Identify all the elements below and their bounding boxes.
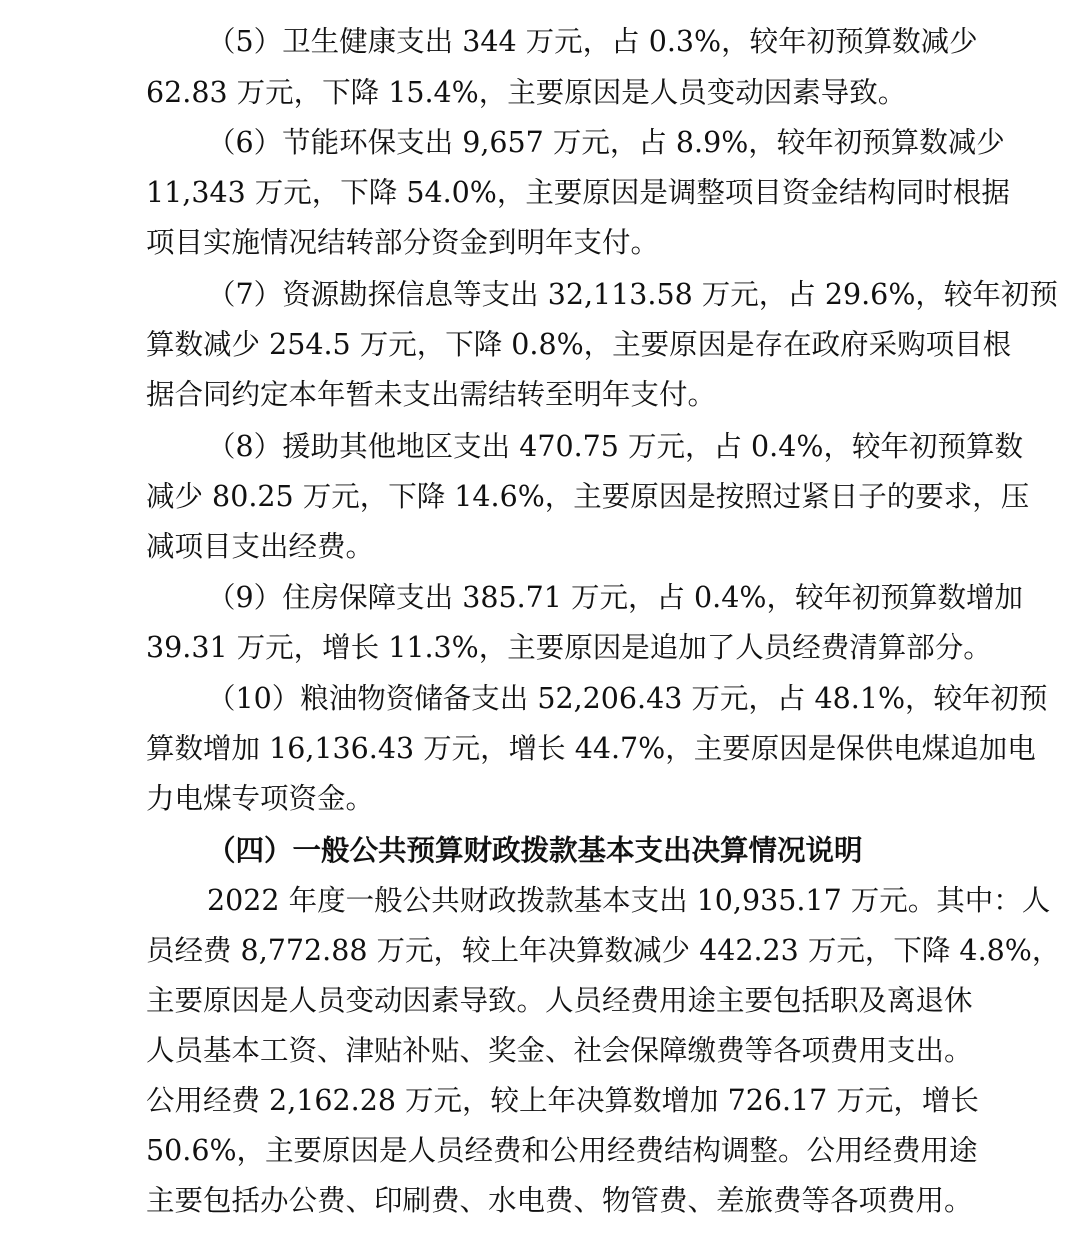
paragraph-line: 算数减少 254.5 万元，下降 0.8%，主要原因是存在政府采购项目根	[146, 328, 1012, 361]
paragraph-line: （7）资源勘探信息等支出 32,113.58 万元，占 29.6%，较年初预	[207, 278, 1058, 311]
section-heading: （四）一般公共预算财政拨款基本支出决算情况说明	[207, 833, 863, 867]
paragraph-line: 减少 80.25 万元，下降 14.6%，主要原因是按照过紧日子的要求，压	[146, 480, 1030, 513]
paragraph-line: 11,343 万元，下降 54.0%，主要原因是调整项目资金结构同时根据	[146, 176, 1010, 209]
paragraph-line: 算数增加 16,136.43 万元，增长 44.7%，主要原因是保供电煤追加电	[146, 732, 1036, 765]
paragraph-line: 力电煤专项资金。	[146, 782, 375, 815]
paragraph-line: （9）住房保障支出 385.71 万元，占 0.4%，较年初预算数增加	[207, 581, 1023, 614]
paragraph-line: 公用经费 2,162.28 万元，较上年决算数增加 726.17 万元，增长	[146, 1084, 979, 1117]
paragraph-line: （10）粮油物资储备支出 52,206.43 万元，占 48.1%，较年初预	[207, 682, 1048, 715]
paragraph-line: 62.83 万元，下降 15.4%，主要原因是人员变动因素导致。	[146, 76, 907, 109]
paragraph-line: 减项目支出经费。	[146, 530, 375, 563]
paragraph-line: （5）卫生健康支出 344 万元，占 0.3%，较年初预算数减少	[207, 25, 978, 58]
paragraph-line: 人员基本工资、津贴补贴、奖金、社会保障缴费等各项费用支出。	[146, 1034, 973, 1067]
paragraph-line: 39.31 万元，增长 11.3%，主要原因是追加了人员经费清算部分。	[146, 631, 992, 664]
paragraph-line: 项目实施情况结转部分资金到明年支付。	[146, 226, 660, 259]
paragraph-line: 员经费 8,772.88 万元，较上年决算数减少 442.23 万元，下降 4.8%，	[146, 934, 1061, 967]
paragraph-line: 主要包括办公费、印刷费、水电费、物管费、差旅费等各项费用。	[146, 1184, 973, 1217]
paragraph-line: （8）援助其他地区支出 470.75 万元，占 0.4%，较年初预算数	[207, 430, 1023, 463]
paragraph-line: 据合同约定本年暂未支出需结转至明年支付。	[146, 378, 717, 411]
paragraph-line: 主要原因是人员变动因素导致。人员经费用途主要包括职及离退休	[146, 984, 973, 1017]
paragraph-line: 2022 年度一般公共财政拨款基本支出 10,935.17 万元。其中：人	[207, 884, 1051, 917]
paragraph-line: 50.6%，主要原因是人员经费和公用经费结构调整。公用经费用途	[146, 1134, 978, 1167]
paragraph-line: （6）节能环保支出 9,657 万元，占 8.9%，较年初预算数减少	[207, 126, 1005, 159]
